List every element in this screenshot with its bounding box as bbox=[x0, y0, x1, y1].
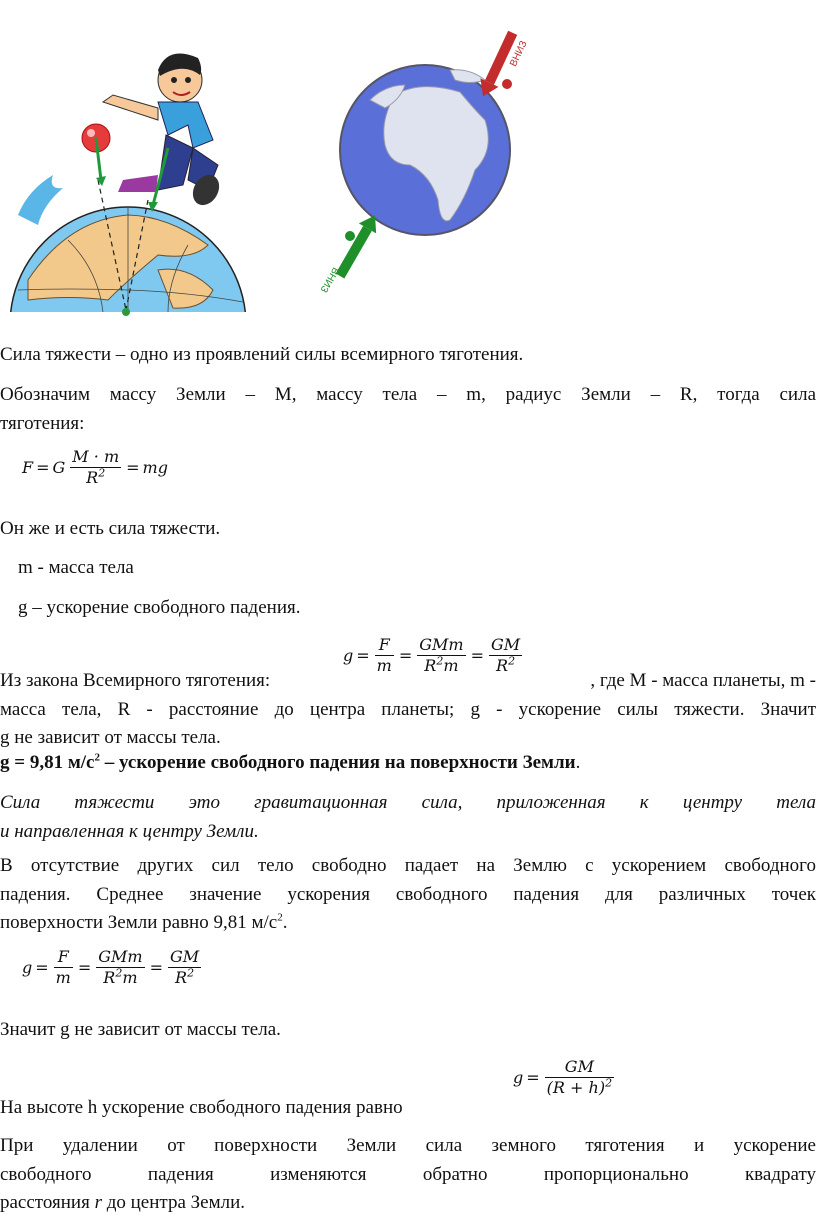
earth-center-dot bbox=[122, 308, 130, 316]
para-it-is-gravity: Он же и есть сила тяжести. bbox=[0, 518, 221, 539]
formula-newton-gravity: F = G $\frac{M \cdot m}{R^2}$ = mg bbox=[22, 447, 168, 487]
height-text: На высоте h ускорение свободного падения равно bbox=[0, 1097, 403, 1118]
item-g: g – ускорение свободного падения. bbox=[18, 597, 301, 618]
law-line3: g не зависит от массы тела. bbox=[0, 727, 221, 748]
formula-g-height: g = $\frac{GM}{(R + h)^2}$ bbox=[513, 1057, 613, 1097]
italic-def-line1: Сила тяжести это гравитационная сила, приложенная к центру тела bbox=[0, 792, 816, 813]
g-value-bold: g = 9,81 $м/с^2$ – ускорение свободного падения на поверхности Земли. bbox=[0, 751, 581, 773]
blue-globe-illustration bbox=[270, 0, 586, 320]
law-tail: , где M - масса планеты, m - bbox=[590, 670, 816, 691]
para-gravity-intro: Сила тяжести – одно из проявлений силы всемирного тяготения. bbox=[0, 344, 524, 365]
arrow-label-bottom: ВНИЗ bbox=[317, 265, 341, 295]
water-splash bbox=[18, 175, 63, 225]
formula-g-derivation: g = $\frac{F}{m}$ = $\frac{\text{GMm}}{R^2m}$ = $\frac{GM}{R^2}$ bbox=[343, 635, 521, 675]
free-fall-line2: падения. Среднее значение ускорения свободного падения для различных точек bbox=[0, 884, 816, 905]
last-line2: свободного падения изменяются обратно пропорционально квадрату bbox=[0, 1164, 816, 1185]
arrow-label-top: ВНИЗ bbox=[508, 39, 530, 69]
para-mass-independent: Значит g не зависит от массы тела. bbox=[0, 1019, 281, 1040]
last-line1: При удалении от поверхности Земли сила земного тяготения и ускорение bbox=[0, 1135, 816, 1156]
italic-def-line2: и направленная к центру Земли. bbox=[0, 821, 259, 842]
last-line3: расстояния r до центра Земли. bbox=[0, 1192, 245, 1213]
arrow-down-bottom bbox=[318, 209, 384, 300]
free-fall-line1: В отсутствие других сил тело свободно падает на Землю с ускорением свободного bbox=[0, 855, 816, 876]
para-notation-line2: тяготения: bbox=[0, 413, 85, 434]
para-notation-line1: Обозначим массу Земли – M, массу тела – m, радиус Земли – R, тогда сила bbox=[0, 384, 816, 405]
boy-on-globe-illustration bbox=[8, 40, 258, 320]
law-intro: Из закона Всемирного тяготения: bbox=[0, 670, 271, 691]
free-fall-line3: поверхности Земли равно 9,81 $м/с^2$. bbox=[0, 911, 288, 933]
formula-g-repeat: g = $\frac{F}{m}$ = $\frac{\text{GMm}}{R^2m}$ = $\frac{GM}{R^2}$ bbox=[22, 947, 200, 987]
item-mass: m - масса тела bbox=[18, 557, 134, 578]
law-line2: масса тела, R - расстояние до центра планеты; g - ускорение силы тяжести. Значит bbox=[0, 699, 816, 720]
